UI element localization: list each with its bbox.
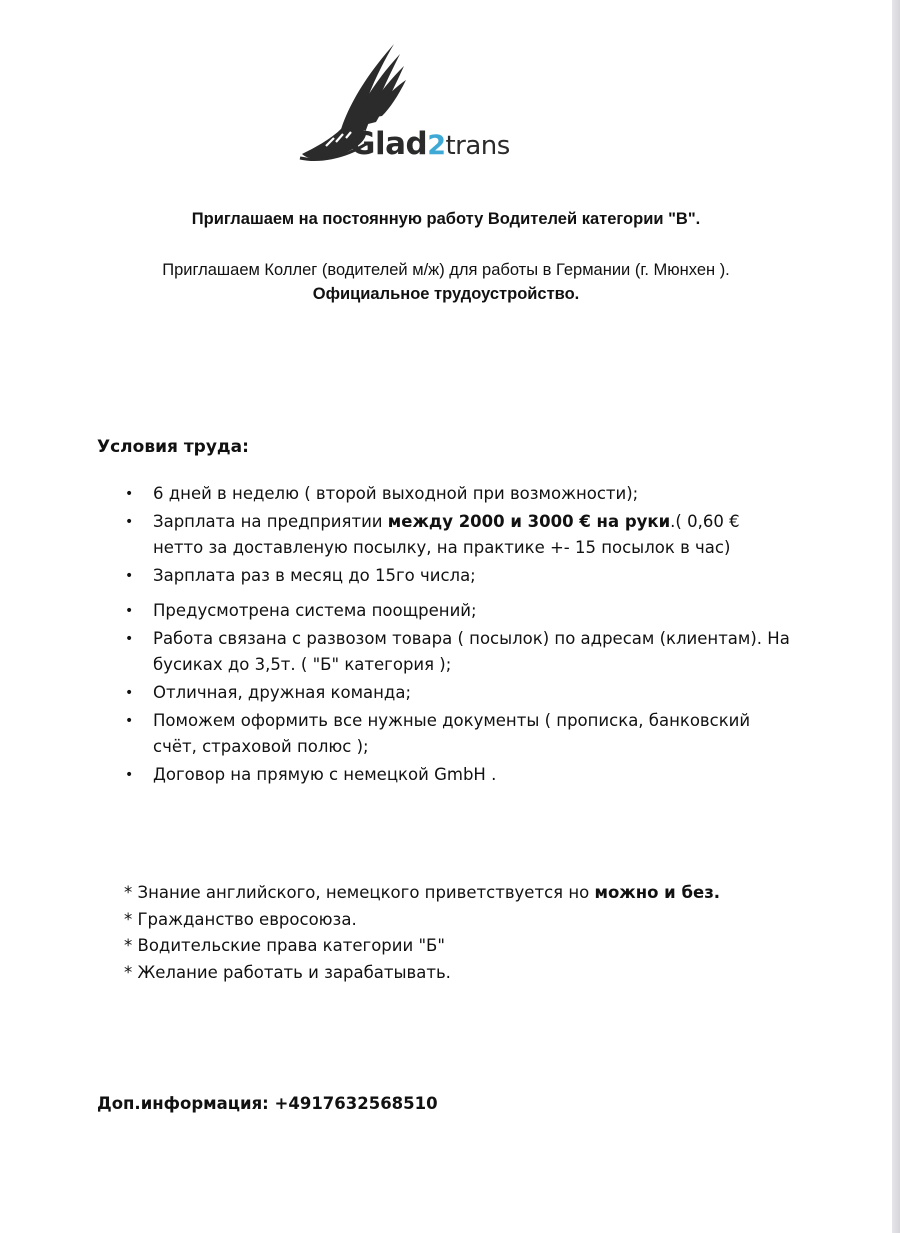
requirement-item: * Желание работать и зарабатывать. (124, 962, 451, 982)
list-item: • Зарплата раз в месяц до 15го числа; (153, 563, 793, 589)
requirement-item: * Водительские права категории "Б" (124, 936, 445, 955)
brand-name: Glad2trans (350, 126, 510, 162)
requirement-item: * Знание английского, немецкого приветствуется но можно и без. (124, 883, 721, 902)
salary-highlight: между 2000 и 3000 € на руки (387, 512, 671, 531)
list-item: • Поможем оформить все нужные документы ( прописка, банковский счёт, страховой полюс ); (153, 708, 793, 760)
requirements-list (124, 880, 824, 986)
requirement-highlight: можно и без. (594, 883, 721, 902)
official-employment: Официальное трудоустройство. (312, 285, 580, 303)
company-logo (296, 30, 536, 175)
list-item: • Зарплата на предприятии между 2000 и 3000 € на руки.( 0,60 € нетто за доставленую посылку, на практике +- 15 посылок в час) (153, 509, 793, 561)
intro-line: Приглашаем Коллег (водителей м/ж) для работы в Германии (г. Мюнхен ). (162, 261, 730, 279)
list-item: • Предусмотрена система поощрений; (153, 598, 793, 624)
list-item: • Отличная, дружная команда; (153, 680, 793, 706)
requirement-item: * Гражданство евросоюза. (124, 909, 357, 929)
list-item: • Работа связана с развозом товара ( посылок) по адресам (клиентам). На бусиках до 3,5т. ( "Б" категория ); (153, 626, 793, 678)
conditions-title: Условия труда: (97, 437, 249, 457)
page-edge-strip (892, 0, 900, 1233)
headline: Приглашаем на постоянную работу Водителей категории "В". (191, 210, 701, 228)
contact-info: Доп.информация: +4917632568510 (97, 1094, 438, 1113)
intro (0, 258, 892, 306)
list-item: • 6 дней в неделю ( второй выходной при возможности); (153, 481, 793, 507)
conditions-list (153, 481, 793, 790)
list-item: • Договор на прямую с немецкой GmbH . (153, 762, 793, 788)
